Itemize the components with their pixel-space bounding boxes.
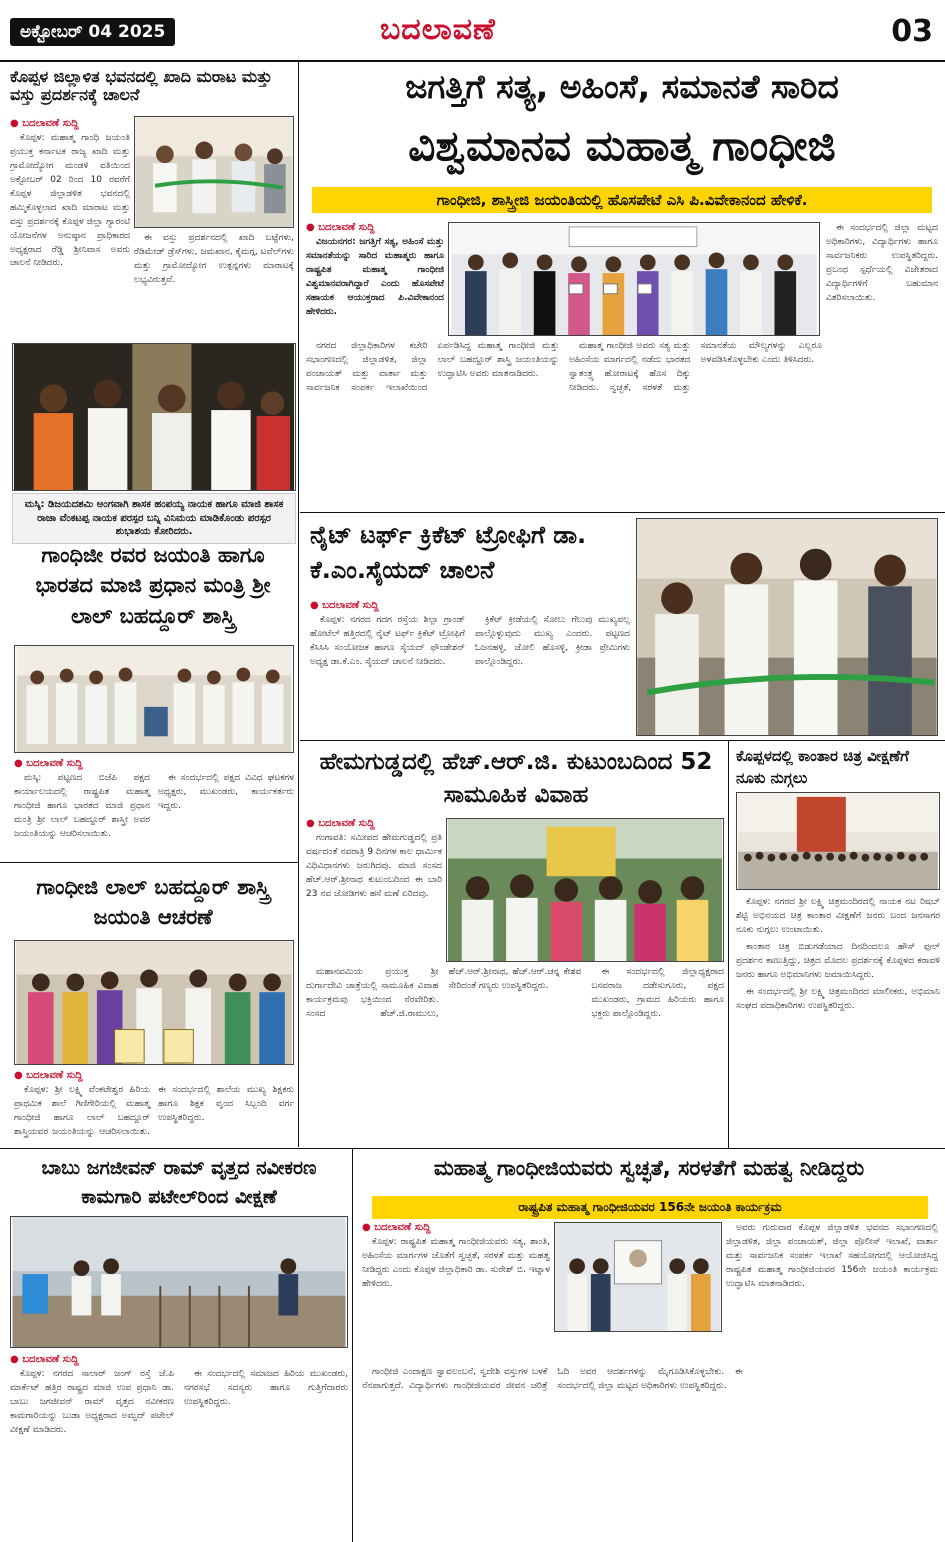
story1-body [10, 132, 130, 342]
story7-paragraph: ಕೊಪ್ಪಳ: ನಗರದ ಶ್ರೀ ಲಕ್ಷ್ಮಿ ಚಿತ್ರಮಂದಿರದಲ್ಲಿ ನಾಯಕ ನಟ ರಿಷಬ್ ಶೆಟ್ಟಿ ಅಭಿನಯದ ಚಿತ್ರ ಕಾಂತಾರ ವೀಕ್ಷಣೆಗೆ ಜನರು ಬಂದ ಜನಸಾಗರ ನೂಕು ನುಗ್ಗಲು ಉಂಟಾಯಿತು. [736, 897, 940, 935]
story7-photo [736, 792, 940, 890]
photo-school-staff [15, 941, 293, 1064]
story7-paragraph: ಈ ಸಂದರ್ಭದಲ್ಲಿ ಶ್ರೀ ಲಕ್ಷ್ಮಿ ಚಿತ್ರಮಂದಿರದ ಮಾಲೀಕರು, ಅಭಿಮಾನಿ ಸಂಘದ ಪದಾಧಿಕಾರಿಗಳು ಉಪಸ್ಥಿತರಿದ್ದರು. [736, 986, 940, 1011]
story8-paragraph: ಈ ಸಂದರ್ಭದಲ್ಲಿ ಸಮಾಜದ ಹಿರಿಯ ಮುಖಂಡರು, ನಗರಸಭೆ ಸದಸ್ಯರು ಹಾಗೂ ಗುತ್ತಿಗೆದಾರರು ಉಪಸ್ಥಿತರಿದ್ದರು. [184, 1369, 348, 1407]
story5-paragraph: ಕ್ರಿಕೆಟ್ ಕ್ರೀಡೆಯಲ್ಲಿ ಸೋಲು ಗೆಲುವು ಮುಖ್ಯವಲ್ಲ ಪಾಲ್ಗೊಳ್ಳುವುದು ಮುಖ್ಯ ಎಂದರು. ಪಟ್ಟಣದ ಓಜನಹಳ್ಳಿ, ಜೋಲಿ ಹೊಸಳ್ಳಿ, ಕ್ರೀಡಾ ಪ್ರೇಮಿಗಳು ಪಾಲ್ಗೊಂಡಿದ್ದರು. [475, 615, 630, 667]
lead-paragraph: ಮಹಾತ್ಮ ಗಾಂಧೀಜಿ ಅವರು ಸತ್ಯ ಮತ್ತು ಅಹಿಂಸೆಯ ಮಾರ್ಗದಲ್ಲಿ ನಡೆದು ಭಾರತದ ಸ್ವಾತಂತ್ರ್ಯ ಹೋರಾಟಕ್ಕೆ ಹೊಸ ದಿಕ್ಕು ನೀಡಿದರು. ಸ್ವಚ್ಛತೆ, ಸರಳತೆ ಮತ್ತು ಸಮಾನತೆಯ ಮೌಲ್ಯಗಳನ್ನು ಎಲ್ಲರೂ ಅಳವಡಿಸಿಕೊಳ್ಳಬೇಕು ಎಂದು ತಿಳಿಸಿದರು. [569, 341, 822, 393]
story7-paragraph: ಕಾಂತಾರ ಚಿತ್ರ ಬಿಡುಗಡೆಯಾದ ದಿನದಿಂದಲೂ ಹೌಸ್ ಫುಲ್ ಪ್ರದರ್ಶನ ಕಾಣುತ್ತಿದ್ದು, ಚಿತ್ರದ ಮೊದಲ ಪ್ರದರ್ಶನಕ್ಕೆ ಕೊಪ್ಪಳದ ಕರಾವಳಿ ಜನರು ಹಾಗೂ ಅಭಿಮಾನಿಗಳು ಜಮಾಯಿಸಿದ್ದರು. [736, 941, 940, 980]
photo-gandhi-portrait-tribute [555, 1223, 721, 1331]
column-rule [298, 62, 299, 1147]
lead-body-main [306, 340, 822, 508]
lead-byline: ● ಬದಲಾವಣೆ ಸುದ್ದಿ [306, 222, 375, 233]
story9-body-right [726, 1222, 938, 1362]
story6-paragraph: ಗಂಗಾವತಿ: ಸಮೀಪದ ಹೇಮಗುಡ್ಡದಲ್ಲಿ ಪ್ರತಿ ವರ್ಷದಂತೆ ನವರಾತ್ರಿ 9 ದಿನಗಳ ಕಾಲ ಧಾರ್ಮಿಕ ವಿಧಿವಿಧಾನಗಳು ಜರುಗಿದವು. ಮಾಜಿ ಸಂಸದ ಹೆಚ್.ಆರ್.ಶ್ರೀನಾಥ ಕುಟುಂಬದಿಂದ ಈ ಬಾರಿ 23 ನವ ಜೋಡಿಗಳು ಹಸೆ ಮಣೆ ಏರಿದವು. [306, 833, 442, 899]
section-rule [300, 512, 945, 513]
newspaper-brand: ಬದಲಾವಣೆ [380, 12, 496, 47]
photo-cricket-inauguration [637, 519, 937, 735]
story1-paragraph: ಈ ವಸ್ತು ಪ್ರದರ್ಶನದಲ್ಲಿ ಖಾದಿ ಬಟ್ಟೆಗಳು, ರೆಡಿಮೇಡ್ ಡ್ರೆಸ್‌ಗಳು, ಜಮಖಾನ, ಕೈಮಗ್ಗ, ಟವೆಲ್‌ಗಳು ಮತ್ತು ಗ್ರಾಮೋದ್ಯೋಗ ಉತ್ಪನ್ನಗಳು ಮಾರಾಟಕ್ಕೆ ಲಭ್ಯವಿರುತ್ತವೆ. [134, 233, 294, 285]
story2-body [14, 772, 294, 860]
story2-headline: ಗಾಂಧಿಜೀ ರವರ ಜಯಂತಿ ಹಾಗೂ ಭಾರತದ ಮಾಜಿ ಪ್ರಧಾನ ಮಂತ್ರಿ ಶ್ರೀ ಲಾಲ್ ಬಹದ್ದೂರ್ ಶಾಸ್ತ್ರಿ [35, 543, 271, 628]
story6-body-left [306, 832, 442, 958]
story5-body [310, 614, 630, 736]
photo-group-portrait [15, 646, 293, 752]
story5-photo [636, 518, 938, 736]
column-rule [728, 740, 729, 1148]
story5-paragraph: ಕೊಪ್ಪಳ: ನಗರದ ಗದಗ ರಸ್ತೆಯ ಶಿಲ್ಪಾ ಗ್ರಾಂಡ್ ಹೋಟೆಲ್ ಹತ್ತಿರದಲ್ಲಿ ನೈಟ್ ಟರ್ಫ್ ಕ್ರಿಕೆಟ್ ಟ್ರೋಫಿಗೆ ಕೆಸಿಸಿಸಿ ಸಂಯೋಜಕ ಹಾಗೂ ಸೈಯದ್ ಫೌಂಡೇಶನ್ ಅಧ್ಯಕ್ಷ ಡಾ.ಕೆ.ಎಂ. ಸೈಯದ್ ಚಾಲನೆ ನೀಡಿದರು. [310, 615, 465, 667]
story2-paragraph: ಈ ಸಂದರ್ಭದಲ್ಲಿ ಪಕ್ಷದ ವಿವಿಧ ಘಟಕಗಳ ಅಧ್ಯಕ್ಷರು, ಮುಖಂಡರು, ಕಾರ್ಯಕರ್ತರು ಇದ್ದರು. [158, 773, 294, 811]
story3-paragraph: ಕೊಪ್ಪಳ: ಶ್ರೀ ಲಕ್ಷ್ಮಿ ವೆಂಕಟೇಶ್ವರ ಹಿರಿಯ ಪ್ರಾಥಮಿಕ ಶಾಲೆ ಗಿಣಿಗೇರಿಯಲ್ಲಿ ಮಹಾತ್ಮ ಗಾಂಧೀಜಿ ಹಾಗೂ ಲಾಲ್ ಬಹದ್ದೂರ್ ಶಾಸ್ತ್ರಿಯವರ ಜಯಂತಿಯನ್ನು ಆಚರಿಸಲಾಯಿತು. ಈ ಸಂದರ್ಭದಲ್ಲಿ ಶಾಲೆಯ ಮುಖ್ಯ ಶಿಕ್ಷಕರು ಹಾಗೂ ಶಿಕ್ಷಕ ವೃಂದ ಸಿಬ್ಬಂದಿ ವರ್ಗ ಉಪಸ್ಥಿತರಿದ್ದರು. [14, 1085, 294, 1137]
story8-headline: ಬಾಬು ಜಗಜೀವನ್ ರಾಮ್ ವೃತ್ತದ ನವೀಕರಣ ಕಾಮಗಾರಿ ಪಟೇಲ್‌ರಿಂದ ವೀಕ್ಷಣೆ [41, 1157, 317, 1208]
story9-paragraph: ಕೊಪ್ಪಳ: ರಾಷ್ಟ್ರಪಿತ ಮಹಾತ್ಮ ಗಾಂಧೀಜಿಯವರು ಸತ್ಯ, ಶಾಂತಿ, ಅಹಿಂಸೆಯ ಮಾರ್ಗಗಳ ಜೊತೆಗೆ ಸ್ವಚ್ಛತೆ, ಸರಳತೆ ಮತ್ತು ಮಹತ್ವ ನೀಡಿದ್ದರು ಎಂದು ಕೊಪ್ಪಳ ಜಿಲ್ಲಾಧಿಕಾರಿ ಡಾ. ಸುರೇಶ್ ಬಿ. ಇಟ್ನಾಳ ಹೇಳಿದರು. [362, 1237, 550, 1289]
story6-byline: ● ಬದಲಾವಣೆ ಸುದ್ದಿ [306, 818, 375, 829]
section-rule [0, 1148, 945, 1149]
story7-body [736, 896, 940, 1144]
story1-paragraph: ಕೊಪ್ಪಳ: ಮಹಾತ್ಮ ಗಾಂಧಿ ಜಯಂತಿ ಪ್ರಯುಕ್ತ ಕರ್ನಾಟಕ ರಾಜ್ಯ ಖಾದಿ ಮತ್ತು ಗ್ರಾಮೋದ್ಯೋಗ ಮಂಡಳಿ ವತಿಯಿಂದ ಅಕ್ಟೋಬರ್ 02 ರಿಂದ 10 ರವರೆಗೆ ಕೊಪ್ಪಳ ಜಿಲ್ಲಾಡಳಿತ ಭವನದಲ್ಲಿ ಹಮ್ಮಿಕೊಳ್ಳಲಾದ ಖಾದಿ ಮಾರಾಟ ಮತ್ತು ವಸ್ತು ಪ್ರದರ್ಶನಕ್ಕೆ ಕೊಪ್ಪಳ ಜಿಲ್ಲಾ ಗ್ಯಾರಂಟಿ ಯೋಜನೆಗಳ ಅನುಷ್ಠಾನ ಪ್ರಾಧಿಕಾರದ ಅಧ್ಯಕ್ಷರಾದ ರೆಡ್ಡಿ ಶ್ರೀನಿವಾಸ ಅವರು ಚಾಲನೆ ನೀಡಿದರು. [10, 133, 130, 269]
lead-headline-line2: ವಿಶ್ವಮಾನವ ಮಹಾತ್ಮ ಗಾಂಧೀಜಿ [408, 121, 836, 170]
story6-body-main [306, 966, 724, 1144]
story9-body-left [362, 1236, 550, 1362]
story9-strap: ರಾಷ್ಟ್ರಪಿತ ಮಹಾತ್ಮ ಗಾಂಧೀಜಿಯವರ 156ನೇ ಜಯಂತಿ ಕಾರ್ಯಕ್ರಮ [372, 1196, 928, 1219]
story1-body-2 [134, 232, 294, 340]
lead-strap: ಗಾಂಧೀಜಿ, ಶಾಸ್ತ್ರೀಜಿ ಜಯಂತಿಯಲ್ಲಿ ಹೊಸಪೇಟೆ ಎಸಿ ಪಿ.ವಿವೇಕಾನಂದ ಹೇಳಿಕೆ. [312, 187, 932, 213]
story7-headline: ಕೊಪ್ಪಳದಲ್ಲಿ ಕಾಂತಾರ ಚಿತ್ರ ವೀಕ್ಷಣೆಗೆ ನೂಕು ನುಗ್ಗಲು [736, 747, 909, 787]
story9-paragraph: ಗಾಂಧೀಜಿ ಎಂದಾಕ್ಷಣ ಸ್ವಾವಲಂಬನೆ, ಸ್ವದೇಶಿ ವಸ್ತುಗಳ ಬಳಕೆ ನೆನಪಾಗುತ್ತದೆ. ವಿದ್ಯಾರ್ಥಿಗಳು ಗಾಂಧೀಜಿಯವರ ಜೀವನ ಚರಿತ್ರೆ ಓದಿ ಅವರ ಆದರ್ಶಗಳನ್ನು ಮೈಗೂಡಿಸಿಕೊಳ್ಳಬೇಕು. ಈ ಸಂದರ್ಭದಲ್ಲಿ ಜಿಲ್ಲಾ ಮಟ್ಟದ ಅಧಿಕಾರಿಗಳು ಉಪಸ್ಥಿತರಿದ್ದರು. [362, 1367, 743, 1391]
masthead [0, 0, 945, 62]
story6-headline: ಹೇಮಗುಡ್ಡದಲ್ಲಿ ಹೆಚ್.ಆರ್.ಜಿ. ಕುಟುಂಬದಿಂದ 52 ಸಾಮೂಹಿಕ ವಿವಾಹ [319, 749, 713, 809]
lead-paragraph: ನಗರದ ಜಿಲ್ಲಾಧಿಕಾರಿಗಳ ಕಚೇರಿ ಸಭಾಂಗಣದಲ್ಲಿ ಜಿಲ್ಲಾಡಳಿತ, ಜಿಲ್ಲಾ ಪಂಚಾಯತ್ ಮತ್ತು ವಾರ್ತಾ ಮತ್ತು ಸಾರ್ವಜನಿಕ ಸಂಪರ್ಕ ಇಲಾಖೆಯಿಂದ ಏರ್ಪಡಿಸಿದ್ದ ಮಹಾತ್ಮ ಗಾಂಧೀಜಿ ಮತ್ತು ಲಾಲ್ ಬಹದ್ದೂರ್ ಶಾಸ್ತ್ರಿ ಜಯಂತಿಯನ್ನು ಉದ್ಘಾಟಿಸಿ ಅವರು ಮಾತನಾಡಿದರು. [306, 341, 559, 393]
issue-date: ಅಕ್ಟೋಬರ್ 04 2025 [10, 18, 175, 46]
banni-exchange-photo [12, 343, 296, 491]
photo-theatre-crowd [737, 793, 939, 889]
section-rule [300, 740, 945, 741]
story1-byline: ● ಬದಲಾವಣೆ ಸುದ್ದಿ [10, 118, 79, 129]
story6-paragraph: ಮಹಾನವಮಿಯ ಪ್ರಯುಕ್ತ ಶ್ರೀ ದುರ್ಗಾದೇವಿ ಜಾತ್ರೆಯಲ್ಲಿ ಸಾಮೂಹಿಕ ವಿವಾಹ ಕಾರ್ಯಕ್ರಮವು ಭಕ್ತಿಯಿಂದ ನೆರವೇರಿತು. ಸಂಸದ ಹೆಚ್.ಜಿ.ರಾಮುಲು, ಹೆಚ್.ಆರ್.ಶ್ರೀನಾಥ, ಹೆಚ್.ಆರ್.ಚನ್ನ ಕೇಶವ ಸೇರಿದಂತೆ ಗಣ್ಯರು ಉಪಸ್ಥಿತರಿದ್ದರು. [306, 967, 582, 1019]
page-number: 03 [891, 14, 933, 49]
photo-award-ceremony [449, 223, 819, 335]
story2-photo [14, 645, 294, 753]
story3-byline: ● ಬದಲಾವಣೆ ಸುದ್ದಿ [14, 1070, 83, 1081]
story6-photo [446, 818, 724, 962]
lead-headline-line1: ಜಗತ್ತಿಗೆ ಸತ್ಯ, ಅಹಿಂಸೆ, ಸಮಾನತೆ ಸಾರಿದ [405, 67, 839, 106]
lead-paragraph: ವಿಜಯನಗರ: ಜಗತ್ತಿಗೆ ಸತ್ಯ, ಅಹಿಂಸೆ ಮತ್ತು ಸಮಾನತೆಯನ್ನು ಸಾರಿದ ಮಹಾತ್ಮರು ಹಾಗೂ ರಾಷ್ಟ್ರಪಿತ ಮಹಾತ್ಮ ಗಾಂಧೀಜಿ ವಿಶ್ವಮಾನವರಾಗಿದ್ದಾರೆ ಎಂದು ಹೊಸಪೇಟೆ ಸಹಾಯಕ ಆಯುಕ್ತರಾದ ಪಿ.ವಿವೇಕಾನಂದ ಹೇಳಿದರು. [306, 237, 444, 317]
banni-exchange-caption: ಮಸ್ಕಿ: ಡಿಜಯದಶಮಿ ಅಂಗವಾಗಿ ಶಾಸಕ ಹಂಪಯ್ಯ ನಾಯಕ ಹಾಗೂ ಮಾಜಿ ಶಾಸಕ ರಾಜಾ ವೆಂಕಟಪ್ಪ ನಾಯಕ ಪರಸ್ಪರ ಬನ್ನಿ ವಿನಿಮಯ ಮಾಡಿಕೊಂಡು ಪರಸ್ಪರ ಶುಭಾಶಯ ಕೋರಿದರು. [12, 493, 296, 544]
story9-body-main [362, 1366, 938, 1540]
story3-headline: ಗಾಂಧೀಜಿ ಲಾಲ್ ಬಹದ್ದೂರ್ ಶಾಸ್ತ್ರಿ ಜಯಂತಿ ಆಚರಣೆ [36, 875, 270, 930]
photo-mass-marriage [447, 819, 723, 961]
story2-paragraph: ಮಸ್ಕಿ: ಪಟ್ಟಣದ ಬಿಜೆಪಿ ಪಕ್ಷದ ಕಾರ್ಯಾಲಯದಲ್ಲಿ ರಾಷ್ಟ್ರಪಿತ ಮಹಾತ್ಮ ಗಾಂಧೀಜಿ ಹಾಗೂ ಭಾರತದ ಮಾಜಿ ಪ್ರಧಾನ ಮಂತ್ರಿ ಶ್ರೀ ಲಾಲ್ ಬಹದ್ದೂರ್ ಶಾಸ್ತ್ರೀ ಅವರ ಜಯಂತಿಯನ್ನು ಆಚರಿಸಲಾಯಿತು. [14, 773, 150, 839]
story8-body [10, 1368, 348, 1540]
column-rule [352, 1148, 353, 1542]
photo-leaders-greeting [13, 344, 295, 490]
story3-body [14, 1084, 294, 1146]
story9-byline: ● ಬದಲಾವಣೆ ಸುದ್ದಿ [362, 1222, 431, 1233]
story2-byline: ● ಬದಲಾವಣೆ ಸುದ್ದಿ [14, 758, 83, 769]
story8-paragraph: ಕೊಪ್ಪಳ: ನಗರದ ಸಾಲಾರ್ ಜಂಗ್ ರಸ್ತೆ ಜೆ.ಪಿ ಮಾರ್ಕೆಟ್ ಹತ್ತಿರ ರಾಷ್ಟ್ರದ ಮಾಜಿ ಉಪ ಪ್ರಧಾನಿ ಡಾ. ಬಾಬು ಜಗಜೀವನ್ ರಾಮ್ ವೃತ್ತದ ನವೀಕರಣ ಕಾಮಗಾರಿಯನ್ನು ಬುಡಾ ಅಧ್ಯಕ್ಷರಾದ ಅಮ್ಜದ್ ಪಟೇಲ್ ವೀಕ್ಷಣೆ ಮಾಡಿದರು. [10, 1369, 174, 1435]
story8-photo [10, 1216, 348, 1348]
lead-photo [448, 222, 820, 336]
story1-photo [134, 116, 294, 228]
story9-paragraph: ಅವರು ಗುರುವಾರ ಕೊಪ್ಪಳ ಜಿಲ್ಲಾಡಳಿತ ಭವನದ ಸಭಾಂಗಣದಲ್ಲಿ ಜಿಲ್ಲಾಡಳಿತ, ಜಿಲ್ಲಾ ಪಂಚಾಯತ್, ಜಿಲ್ಲಾ ಪೊಲೀಸ್ ಇಲಾಖೆ, ವಾರ್ತಾ ಮತ್ತು ಸಾರ್ವಜನಿಕ ಸಂಪರ್ಕ ಇಲಾಖೆ ಸಹಯೋಗದಲ್ಲಿ ಆಯೋಜಿಸಿದ್ದ ರಾಷ್ಟ್ರಪಿತ ಮಹಾತ್ಮ ಗಾಂಧೀಜಿಯವರ 156ನೇ ಜಯಂತಿ ಕಾರ್ಯಕ್ರಮ ಉದ್ಘಾಟಿಸಿ ಮಾತನಾಡಿದರು. [726, 1223, 938, 1289]
story3-photo [14, 940, 294, 1065]
story5-headline: ನೈಟ್ ಟರ್ಫ್ ಕ್ರಿಕೆಟ್ ಟ್ರೋಫಿಗೆ ಡಾ. ಕೆ.ಎಂ.ಸೈಯದ್ ಚಾಲನೆ [310, 521, 587, 584]
story6-paragraph: ಈ ಸಂದರ್ಭದಲ್ಲಿ ಜಿಲ್ಲಾಧ್ಯಕ್ಷರಾದ ಬಸವರಾಜ ದಡೇಸುಗೂರು, ಪಕ್ಷದ ಮುಖಂಡರು, ಗ್ರಾಮದ ಹಿರಿಯರು ಹಾಗೂ ಭಕ್ತರು ಪಾಲ್ಗೊಂಡಿದ್ದರು. [591, 967, 724, 1019]
story5-byline: ● ಬದಲಾವಣೆ ಸುದ್ದಿ [310, 600, 379, 611]
lead-body-side [826, 222, 938, 508]
story9-photo [554, 1222, 722, 1332]
story1-headline: ಕೊಪ್ಪಳ ಜಿಲ್ಲಾಳಿತ ಭವನದಲ್ಲಿ ಖಾದಿ ಮರಾಟ ಮತ್ತು ವಸ್ತು ಪ್ರದರ್ಶನಕ್ಕೆ ಚಾಲನೆ [10, 67, 273, 105]
lead-body-intro [306, 236, 444, 336]
section-rule [0, 862, 298, 863]
story8-byline: ● ಬದಲಾವಣೆ ಸುದ್ದಿ [10, 1354, 79, 1365]
lead-paragraph: ಈ ಸಂದರ್ಭದಲ್ಲಿ ಜಿಲ್ಲಾ ಮಟ್ಟದ ಅಧಿಕಾರಿಗಳು, ವಿದ್ಯಾರ್ಥಿಗಳು ಹಾಗೂ ಸಾರ್ವಜನಿಕರು ಉಪಸ್ಥಿತರಿದ್ದರು. ಪ್ರಬಂಧ ಸ್ಪರ್ಧೆಯಲ್ಲಿ ವಿಜೇತರಾದ ವಿದ್ಯಾರ್ಥಿಗಳಿಗೆ ಬಹುಮಾನ ವಿತರಿಸಲಾಯಿತು. [826, 223, 938, 303]
photo-construction-site [11, 1217, 347, 1347]
photo-ribbon-cutting [135, 117, 293, 227]
story9-headline: ಮಹಾತ್ಮ ಗಾಂಧೀಜಿಯವರು ಸ್ವಚ್ಛತೆ, ಸರಳತೆಗೆ ಮಹತ್ವ ನೀಡಿದ್ದರು [433, 1156, 865, 1180]
